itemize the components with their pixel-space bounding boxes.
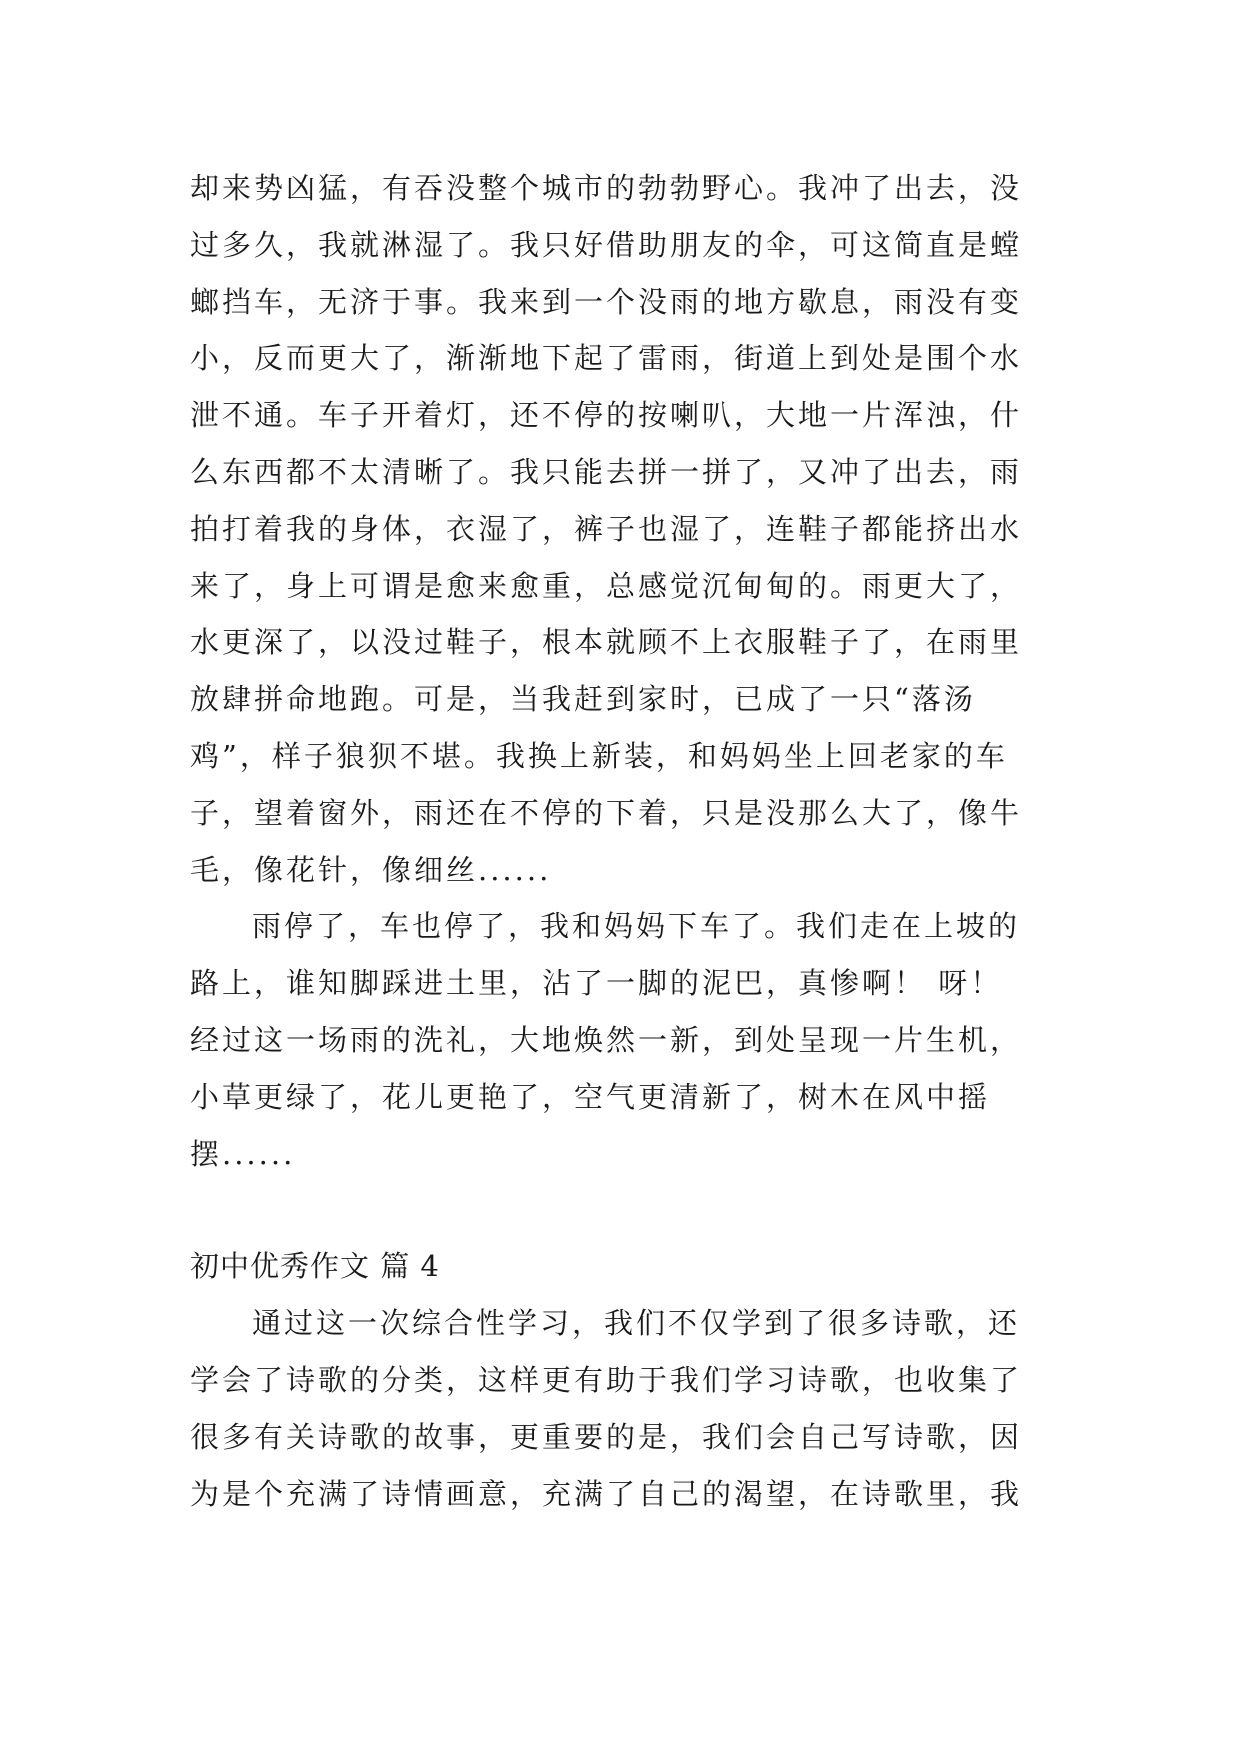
text-line: 毛，像花针，像细丝......: [190, 852, 552, 887]
text-line: 放肆拼命地跑。可是，当我赶到家时，已成了一只“落汤: [190, 682, 976, 717]
text-line: 很多有关诗歌的故事，更重要的是，我们会自己写诗歌，因: [190, 1419, 1023, 1454]
text-line: 过多久，我就淋湿了。我只好借助朋友的伞，可这简直是螳: [190, 227, 1023, 262]
text-line: 小草更绿了，花儿更艳了，空气更清新了，树木在风中摇: [190, 1079, 991, 1114]
text-line: 么东西都不太清晰了。我只能去拼一拼了，又冲了出去，雨: [190, 454, 1023, 489]
text-line: 雨停了，车也停了，我和妈妈下车了。我们走在上坡的: [252, 909, 1021, 944]
text-line: 鸡”，样子狼狈不堪。我换上新装，和妈妈坐上回老家的车: [190, 738, 1008, 773]
text-line: 通过这一次综合性学习，我们不仅学到了很多诗歌，还: [252, 1306, 1021, 1341]
text-line: 经过这一场雨的洗礼，大地焕然一新，到处呈现一片生机，: [190, 1022, 1023, 1057]
text-line: 摆......: [190, 1136, 296, 1171]
text-line: 拍打着我的身体，衣湿了，裤子也湿了，连鞋子都能挤出水: [190, 511, 1023, 546]
text-line: 螂挡车，无济于事。我来到一个没雨的地方歇息，雨没有变: [190, 284, 1023, 319]
paragraph-continued: [190, 160, 1070, 898]
text-line: 水更深了，以没过鞋子，根本就顾不上衣服鞋子了，在雨里: [190, 625, 1023, 660]
text-line: 却来势凶猛，有吞没整个城市的勃勃野心。我冲了出去，没: [190, 171, 1023, 205]
text-line: 学会了诗歌的分类，这样更有助于我们学习诗歌，也收集了: [190, 1362, 1023, 1397]
document-body: [190, 160, 1070, 1522]
text-line: 泄不通。车子开着灯，还不停的按喇叭，大地一片浑浊，什: [190, 398, 1023, 433]
section-heading: 初中优秀作文 篇 4: [190, 1249, 440, 1284]
text-line: 小，反而更大了，渐渐地下起了雷雨，街道上到处是围个水: [190, 341, 1023, 376]
text-line: 来了，身上可谓是愈来愈重，总感觉沉甸甸的。雨更大了，: [190, 568, 1023, 603]
text-line: 子，望着窗外，雨还在不停的下着，只是没那么大了，像牛: [190, 795, 1023, 830]
paragraph: [190, 1295, 1070, 1522]
text-line: 为是个充满了诗情画意，充满了自己的渴望，在诗歌里，我: [190, 1476, 1023, 1511]
paragraph: [190, 898, 1070, 1182]
text-line: 路上，谁知脚踩进土里，沾了一脚的泥巴，真惨啊！ 呀！: [190, 966, 1003, 1001]
